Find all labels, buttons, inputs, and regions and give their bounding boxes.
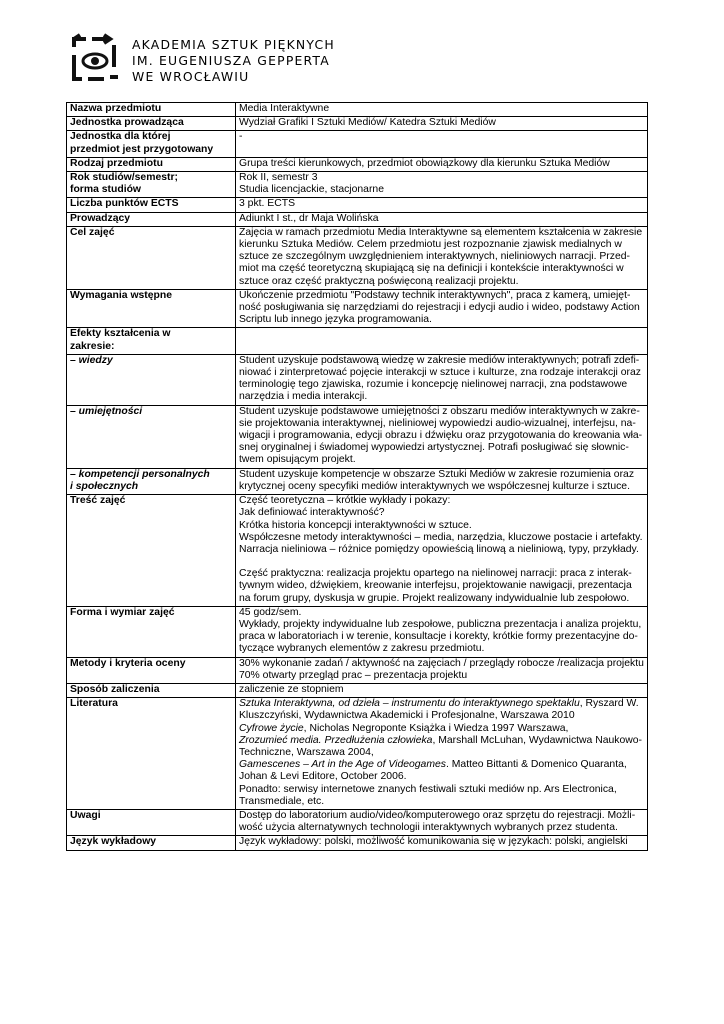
text-line: Scriptu lub innego języka programowania. (239, 314, 432, 326)
row-prerequisites (67, 289, 648, 328)
literature-line (239, 698, 644, 710)
label-target-unit (67, 131, 236, 157)
row-course-name (67, 103, 648, 117)
value-course-type: Grupa treści kierunkowych, przedmiot obowiązkowy dla kierunku Sztuka Mediów (236, 157, 648, 171)
value-competences (236, 468, 648, 494)
literature-line: Kluszczyński, Wydawnictwa Akademicki i Profesjonalne, Warszawa 2010 (239, 710, 575, 722)
value-outcomes (236, 328, 648, 354)
text-line: niować i zinterpretować pojęcie interakcji w sztuce i kulturze, zna rodzaje interakcji oraz (239, 367, 641, 379)
row-assessment (67, 657, 648, 683)
text-line: na forum grupy, dyskusja w grupie. Projekt realizowany indywidualnie lub zespołowo. (239, 592, 630, 604)
value-course-name: Media Interaktywne (236, 103, 648, 117)
label-language: Język wykładowy (67, 836, 236, 850)
text-line: 70% otwarty przegląd prac – prezentacja projektu (239, 669, 468, 681)
text-line: 30% wykonanie zadań / aktywność na zajęciach / przeglądy robocze /realizacja projektu (239, 657, 644, 669)
label-form: Forma i wymiar zajęć (67, 606, 236, 657)
text-line: ność posługiwania się narzędziami do rejestracji i edycji audio i wideo, podstawy Action (239, 302, 640, 314)
literature-line: Ponadto: serwisy internetowe znanych festiwali sztuki mediów np. Ars Electronica, (239, 783, 617, 795)
text-line: Zajęcia w ramach przedmiotu Media Interaktywne są elementem kształcenia w zakresie (239, 226, 643, 238)
text-line: wość użycia alternatywnych technologii interaktywnych wybranych przez studenta. (239, 822, 618, 834)
row-notes (67, 809, 648, 835)
label-ects: Liczba punktów ECTS (67, 198, 236, 212)
text-line: Student uzyskuje kompetencje w obszarze Sztuki Mediów w zakresie rozumienia oraz (239, 468, 635, 480)
text-line: Narracja nieliniowa – różnice pomiędzy opowieścią linową a nieliniową, typy, przykłady. (239, 543, 639, 555)
text-line: Ukończenie przedmiotu "Podstawy technik interaktywnych", praca z kamerą, umiejęt- (239, 289, 631, 301)
book-title: Gamescenes – Art in the Age of Videogames (239, 759, 446, 771)
book-details: , Ryszard W. (579, 698, 639, 710)
label-line: Rok studiów/semestr; (70, 172, 178, 184)
text-line: Student uzyskuje podstawowe umiejętności z obszaru mediów interaktywnych w zakre- (239, 405, 640, 417)
text-line: Student uzyskuje podstawową wiedzę w zakresie mediów interaktywnych; potrafi zdefi- (239, 354, 640, 366)
label-notes: Uwagi (67, 809, 236, 835)
value-form (236, 606, 648, 657)
value-unit: Wydział Grafiki I Sztuki Mediów/ Katedra Sztuki Mediów (236, 117, 648, 131)
label-assessment: Metody i kryteria oceny (67, 657, 236, 683)
literature-line: Transmediale, etc. (239, 795, 325, 807)
row-knowledge (67, 354, 648, 405)
text-line: Część praktyczna: realizacja projektu opartego na nielinowej narracji: praca z interak- (239, 568, 632, 580)
label-skills: – umiejętności (67, 405, 236, 468)
value-content (236, 495, 648, 607)
page-header (70, 33, 670, 93)
row-language (67, 836, 648, 850)
row-ects (67, 198, 648, 212)
value-instructor: Adiunkt I st., dr Maja Wolińska (236, 212, 648, 226)
label-course-type: Rodzaj przedmiotu (67, 157, 236, 171)
row-content (67, 495, 648, 607)
label-outcomes (67, 328, 236, 354)
text-line: narzędzia i media interakcji. (239, 391, 368, 403)
book-details: . Matteo Bittanti & Domenico Quaranta, (445, 759, 627, 771)
institution-line-3: WE WROCŁAWIU (132, 69, 250, 84)
label-line: Jednostka dla której (70, 131, 171, 143)
value-notes (236, 809, 648, 835)
row-year (67, 172, 648, 198)
academy-logo (70, 33, 122, 85)
institution-line-2: IM. EUGENIUSZA GEPPERTA (132, 53, 330, 68)
value-knowledge (236, 354, 648, 405)
value-assessment (236, 657, 648, 683)
value-credit: zaliczenie ze stopniem (236, 683, 648, 697)
label-knowledge: – wiedzy (67, 354, 236, 405)
text-line: praca w laboratoriach i w terenie, konsultacje i korekty, krótkie formy prezentacyjne do- (239, 631, 638, 643)
value-line: Rok II, semestr 3 (239, 172, 318, 184)
row-literature (67, 698, 648, 810)
row-instructor (67, 212, 648, 226)
value-year (236, 172, 648, 198)
row-skills (67, 405, 648, 468)
row-course-type (67, 157, 648, 171)
value-prerequisites (236, 289, 648, 328)
text-line: wigacji i programowania, edycji obrazu i dźwięku oraz przygotowania do kreowania wła- (239, 430, 643, 442)
institution-line-1: AKADEMIA SZTUK PIĘKNYCH (132, 37, 335, 52)
label-line: – kompetencji personalnych (70, 468, 210, 480)
row-credit (67, 683, 648, 697)
label-line: przedmiot jest przygotowany (70, 143, 214, 155)
text-line: Jak definiować interaktywność? (239, 507, 385, 519)
label-course-name: Nazwa przedmiotu (67, 103, 236, 117)
syllabus-table (66, 102, 648, 851)
text-line: terminologię tego zjawiska, rozumie i koncepcję nielinowej narracji, zna podstawowe (239, 379, 628, 391)
row-unit (67, 117, 648, 131)
text-line: Współczesne metody interaktywności – media, narzędzia, kluczowe postacie i artefakty. (239, 531, 643, 543)
text-line: krytycznej oceny specyfiki mediów interaktywnych we współczesnej kulturze i sztuce. (239, 480, 630, 492)
label-competences (67, 468, 236, 494)
row-goal (67, 226, 648, 289)
label-line: i społecznych (70, 480, 139, 492)
text-line: Krótka historia koncepcji interaktywności w sztuce. (239, 519, 472, 531)
literature-line (239, 723, 644, 735)
text-line: sztuce ze szczególnym uwzględnieniem interaktywnych, nieliniowych narracji. Przed- (239, 251, 630, 263)
book-title: Zrozumieć media. Przedłużenia człowieka (239, 734, 433, 746)
text-line: tywnym wideo, dźwiękiem, kreowanie interfejsu, projektowanie nawigacji, prezentacja (239, 580, 632, 592)
institution-name (132, 37, 335, 85)
text-line: 45 godz/sem. (239, 606, 302, 618)
value-language: Język wykładowy: polski, możliwość komunikowania się w językach: polski, angielski (236, 836, 648, 850)
book-details: , Nicholas Negroponte Książka i Wiedza 1997 Warszawa, (303, 722, 569, 734)
label-line: forma studiów (70, 184, 142, 196)
label-line: Efekty kształcenia w (70, 328, 171, 340)
row-outcomes (67, 328, 648, 354)
text-line: twem opisującym projekt. (239, 454, 356, 466)
text-line: kierunku Sztuka Mediów. Celem przedmiotu jest rozpoznanie zjawisk medialnych w (239, 239, 622, 251)
value-target-unit: - (236, 131, 648, 157)
literature-line: Techniczne, Warszawa 2004, (239, 746, 374, 758)
label-credit: Sposób zaliczenia (67, 683, 236, 697)
value-skills (236, 405, 648, 468)
value-line: Studia licencjackie, stacjonarne (239, 184, 384, 196)
value-ects: 3 pkt. ECTS (236, 198, 648, 212)
text-line: miot ma część teoretyczną skupiającą się na definicji i kontekście interaktywności w (239, 263, 624, 275)
text-line: tyczące wybranych elementów z zakresu przedmiotu. (239, 643, 485, 655)
text-line: Wykłady, projekty indywidualne lub zespołowe, publiczna prezentacja i analiza projektu, (239, 618, 642, 630)
value-goal (236, 226, 648, 289)
literature-line: Johan & Levi Editore, October 2006. (239, 771, 407, 783)
label-unit: Jednostka prowadząca (67, 117, 236, 131)
book-details: , Marshall McLuhan, Wydawnictwa Naukowo- (432, 734, 643, 746)
text-line: Część teoretyczna – krótkie wykłady i pokazy: (239, 495, 451, 507)
row-target-unit (67, 131, 648, 157)
label-content: Treść zajęć (67, 495, 236, 607)
row-form (67, 606, 648, 657)
label-goal: Cel zajęć (67, 226, 236, 289)
literature-line (239, 759, 644, 771)
text-line: Dostęp do laboratorium audio/video/komputerowego oraz sprzętu do rejestracji. Możli- (239, 809, 636, 821)
text-line: snej oryginalnej i świadomej wypowiedzi artystycznej. Potrafi posługiwać się słownic- (239, 442, 629, 454)
text-line: sztuce oraz część praktyczną poświęconą realizacji projektu. (239, 275, 519, 287)
label-literature: Literatura (67, 698, 236, 810)
label-prerequisites: Wymagania wstępne (67, 289, 236, 328)
book-title: Cyfrowe życie (239, 722, 304, 734)
book-title: Sztuka Interaktywna, od dzieła – instrumentu do interaktywnego spektaklu (239, 698, 580, 710)
label-year (67, 172, 236, 198)
label-line: zakresie: (70, 340, 115, 352)
paragraph-gap (239, 556, 644, 568)
literature-line (239, 735, 644, 747)
text-line: sie projektowania interaktywnej, nieliniowej wypowiedzi audio-wizualnej, interfejsu, na- (239, 417, 636, 429)
value-literature (236, 698, 648, 810)
row-competences (67, 468, 648, 494)
label-instructor: Prowadzący (67, 212, 236, 226)
